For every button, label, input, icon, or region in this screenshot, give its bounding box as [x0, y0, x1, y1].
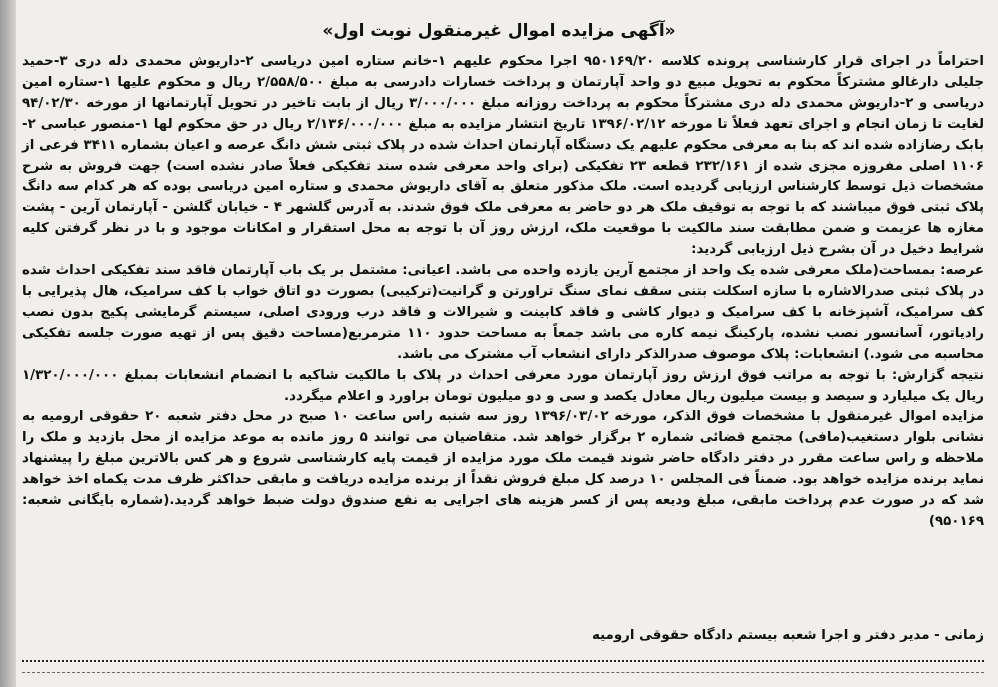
- notice-result: نتیجه گزارش: با توجه به مراتب فوق ارزش روز آپارتمان مورد معرفی احداث در پلاک با مالکیت شاکیه با انضمام انشعابات بمبلغ ۱/۳۲۰/۰۰۰/۰۰۰ ریال یک میلیارد و سیصد و بیست میلیون ریال معادل یکصد و سی و دو میلیون تومان براورد و اعلام میگردد.: [22, 367, 984, 404]
- notice-title: «آگهی مزایده اموال غیرمنقول نوبت اول»: [322, 21, 676, 41]
- title-box: [0, 18, 998, 44]
- notice-signature: زمانی - مدیر دفتر و اجرا شعبه بیستم دادگاه حقوقی ارومیه: [591, 628, 984, 643]
- dotted-divider: [22, 660, 984, 662]
- notice-auction: مزایده اموال غیرمنقول با مشخصات فوق الذکر، مورخه ۱۳۹۶/۰۳/۰۲ روز سه شنبه راس ساعت ۱۰ صبح در محل دفتر شعبه ۲۰ حقوقی ارومیه به نشانی بلوار دستغیب(مافی) مجتمع قضائی شماره ۲ برگزار خواهد شد. متقاضیان می توانند ۵ روز مانده به موعد مزایده از محل بازدید و ملک را ملاحظه و راس ساعت مقرر در دفتر دادگاه حاضر شوند قیمت ملک مورد مزایده از قیمت پایه کارشناسی شروع و هر کس بالاترین مبلغ را پیشنهاد نماید برنده مزایده خواهد بود. ضمناً فی المجلس ۱۰ درصد کل مبلغ فروش نقداً از برنده مزایده دریافت و مابقی حداکثر ظرف مدت یکماه اخذ خواهد شد که در صورت عدم پرداخت مابقی، مبلغ ودیعه پس از کسر هزینه های اجرایی به نفع صندوق دولت ضبط خواهد گردید.(شماره بایگانی شعبه: ۹۵۰۱۶۹): [22, 409, 984, 529]
- notice-specs: عرصه: بمساحت(ملک معرفی شده یک واحد از مجتمع آرین یازده واحده می باشد. اعیانی: مشتمل بر یک باب آپارتمان فاقد سند تفکیکی احداث شده در پلاک ثبتی صدرالاشاره با سازه اسکلت بتنی سقف نمای سنگ تراورتن و گرانیت(ترکیبی) بصورت دو اتاق خواب با کف سرامیک، هال پذیرایی با کف سرامیک، آشپزخانه با کف سرامیک و دیوار کاشی و فاقد کابینت و شیرالات و فاقد درب ورودی اصلی، سیستم گرمایشی پکیج بدون نصب رادیاتور، آسانسور نصب نشده، پارکینگ نیمه کاره می باشد جمعاً به مساحت حدود ۱۱۰ مترمربع(مساحت دقیق پس از تهیه صورت جلسه تفکیکی محاسبه می شود.) انشعابات: پلاک موصوف صدرالذکر دارای انشعاب آب مشترک می باشد.: [22, 263, 984, 362]
- notice-article: [22, 52, 984, 533]
- dashed-divider: [22, 672, 984, 673]
- page-edge-shadow: [0, 0, 16, 687]
- notice-body: احتراماً در اجرای قرار کارشناسی پرونده کلاسه ۹۵۰۱۶۹/۲۰ اجرا محکوم علیهم ۱-خانم ستاره امین دریاسی ۲-داریوش محمدی دله دری ۳-حمید جلیلی دارغالو مشترکاً محکوم به تحویل مبیع دو واحد آپارتمان و پرداخت خسارات دادرسی به مبلغ ۲/۵۵۸/۵۰۰ ریال و محکوم علیها ۱-ستاره امین دریاسی و ۲-داریوش محمدی دله دری مشترکاً محکوم به پرداخت روزانه مبلغ ۳/۰۰۰/۰۰۰ ریال از بابت تاخیر در تحویل آپارتمانها از مورخه ۹۴/۰۲/۳۰ لغایت تا زمان انجام و اجرای تعهد فعلاً تا مورخه ۱۳۹۶/۰۲/۱۲ تاریخ انتشار مزایده به مبلغ ۲/۱۳۶/۰۰۰/۰۰۰ ریال در حق محکوم لها ۱-منصور عباسی ۲-بابک رضازاده شده اند که بنا به معرفی محکوم علیهم یک دستگاه آپارتمان احداث شده در پلاک ثبتی شش دانگ عرصه و اعیان بشماره ۳۴۱۱ فرعی از ۱۱۰۶ اصلی مفروزه مجزی شده از ۲۳۲/۱۶۱ قطعه ۲۳ تفکیکی (برای واحد معرفی شده سند تفکیکی فعلاً صادر نشده است) جهت فروش به شرح مشخصات ذیل توسط کارشناس ارزیابی گردیده است. ملک مذکور متعلق به آقای داریوش محمدی و ستاره امین دریاسی بوده که هر کدام سه دانگ پلاک ثبتی فوق میباشند که با توجه به توقیف ملک هر دو حاضر به معرفی ملک فوق شدند. به آدرس گلشهر ۴ - خیابان گلشن - آپارتمان آرین - پشت مغازه ها عزیمت و ضمن مطابقت سند مالکیت با موقعیت ملک، ارزش روز آن با توجه به محل استقرار و امکانات موجود و با در نظر گرفتن کلیه شرایط دخیل در آن بشرح ذیل ارزیابی گردید:: [22, 54, 985, 258]
